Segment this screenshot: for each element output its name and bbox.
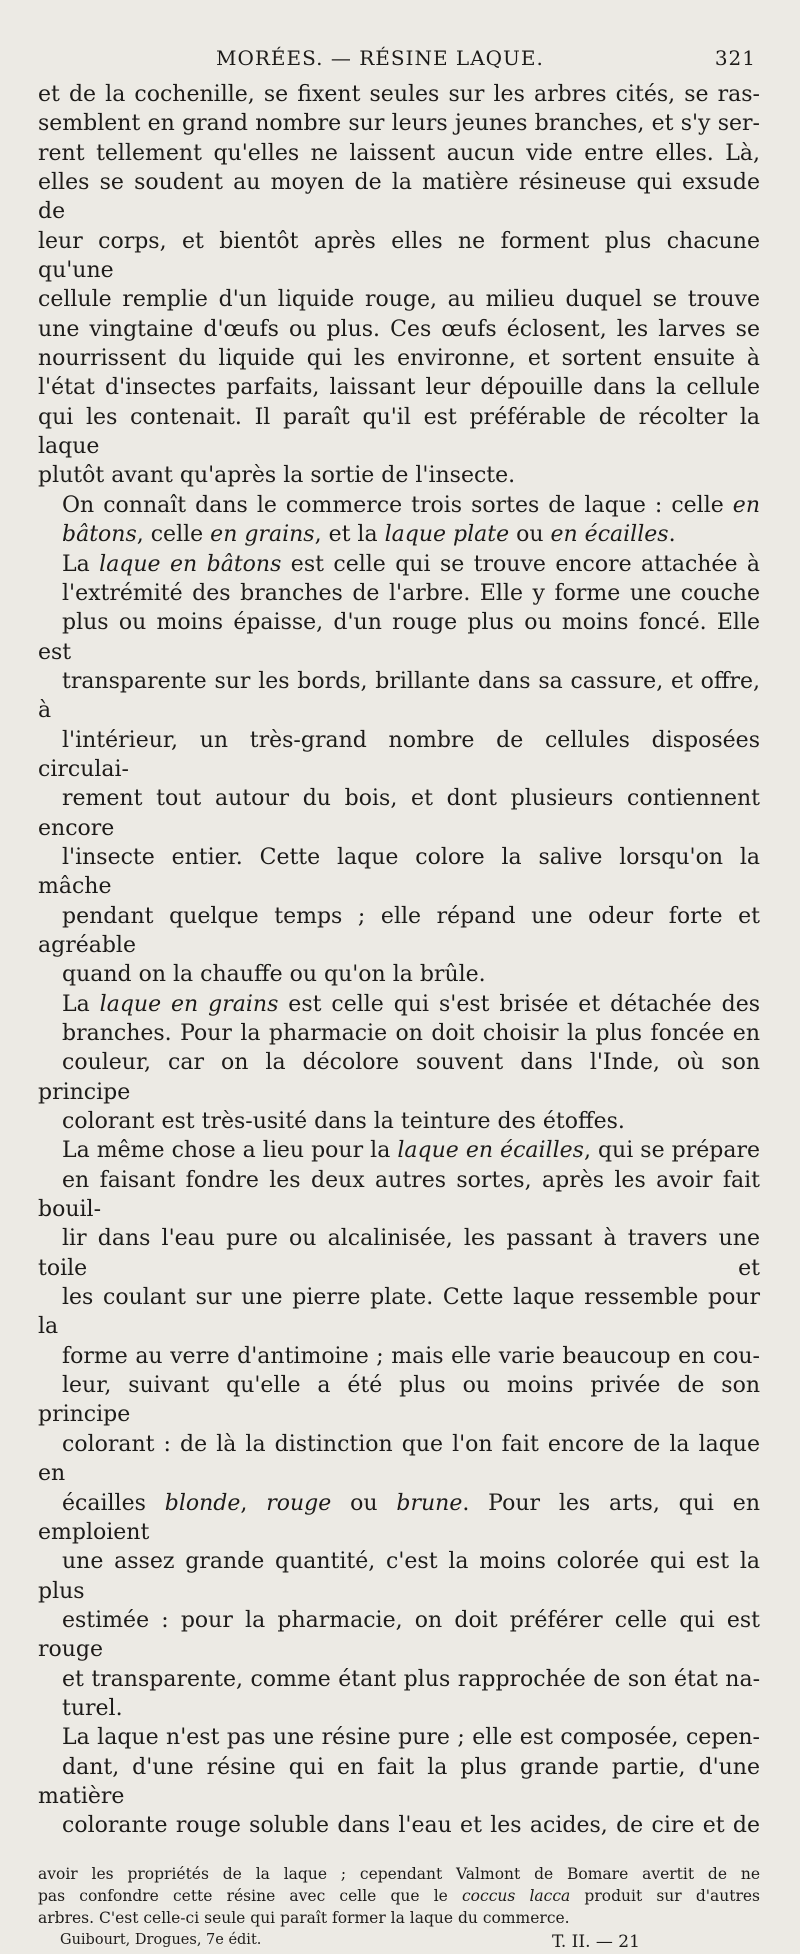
italic-run: en	[732, 492, 760, 518]
text-run: .	[668, 522, 676, 548]
text-run: . Pour les arts, qui en emploient	[38, 1490, 760, 1545]
text-line: lir dans l'eau pure ou alcalinisée, les passant à travers une toile et	[38, 1226, 760, 1281]
text-line: l'état d'insectes parfaits, laissant leur dépouille dans la cellule	[38, 375, 760, 401]
text-line: elles se soudent au moyen de la matière résineuse qui exsude de	[38, 170, 760, 225]
text-run: ,	[240, 1490, 267, 1516]
text-run: ou	[331, 1490, 397, 1516]
text-line: cellule remplie d'un liquide rouge, au milieu duquel se trouve	[38, 287, 760, 313]
footnote-line: arbres. C'est celle-ci seule qui paraît former la laque du commerce.	[38, 1908, 570, 1927]
text-line	[38, 990, 760, 1019]
text-run: , celle	[136, 522, 211, 548]
italic-run: rouge	[266, 1490, 332, 1516]
text-run: écailles	[62, 1490, 165, 1516]
text-line: une vingtaine d'œufs ou plus. Ces œufs éclosent, les larves se	[38, 316, 760, 342]
footnote	[38, 1863, 760, 1929]
italic-run: laque plate	[384, 522, 510, 548]
footnote-line	[38, 1885, 760, 1907]
page-number: 321	[714, 46, 756, 70]
text-line: et transparente, comme étant plus rapprochée de son état na-	[62, 1666, 760, 1692]
text-line: l'extrémité des branches de l'arbre. Elle y forme une couche	[62, 580, 760, 606]
paragraph-4	[38, 990, 760, 1137]
page-body	[38, 80, 760, 1841]
italic-run: laque en écailles	[397, 1138, 584, 1164]
text-line: nourrissent du liquide qui les environne, et sortent ensuite à	[38, 346, 760, 372]
text-line: plus ou moins épaisse, d'un rouge plus ou moins foncé. Elle est	[38, 610, 760, 665]
text-line: en faisant fondre les deux autres sortes, après les avoir fait bouil-	[38, 1167, 760, 1223]
text-line: couleur, car on la décolore souvent dans l'Inde, où son principe	[38, 1050, 760, 1105]
text-run: , qui se prépare	[583, 1138, 760, 1164]
text-line: l'intérieur, un très-grand nombre de cellules disposées circulai-	[38, 727, 760, 782]
text-line: leur corps, et bientôt après elles ne forment plus chacune qu'une	[38, 228, 760, 284]
text-line: colorant : de là la distinction que l'on fait encore de la laque en	[38, 1431, 760, 1487]
italic-run: laque en bâtons	[99, 551, 282, 577]
text-run: pas confondre cette résine avec celle que le	[38, 1886, 462, 1905]
text-run: La	[62, 991, 100, 1017]
text-line: transparente sur les bords, brillante dans sa cassure, et offre, à	[38, 668, 760, 724]
text-line: colorant est très-usité dans la teinture des étoffes.	[62, 1109, 625, 1135]
italic-run: coccus lacca	[462, 1886, 571, 1905]
italic-run: brune	[396, 1490, 463, 1516]
text-line: l'insecte entier. Cette laque colore la salive lorsqu'on la mâche	[38, 844, 760, 900]
printer-signature	[38, 1932, 760, 1954]
italic-run: laque en grains	[99, 991, 279, 1017]
signature-source: Guibourt, Drogues, 7e édit.	[60, 1931, 262, 1948]
text-line: La laque n'est pas une résine pure ; elle est composée, cepen-	[62, 1725, 760, 1751]
page-header	[38, 46, 760, 80]
running-title: MORÉES. — RÉSINE LAQUE.	[216, 46, 544, 70]
italic-run: blonde	[164, 1490, 241, 1516]
text-line	[38, 520, 760, 549]
text-line	[38, 1136, 760, 1165]
text-run: On connaît dans le commerce trois sortes de laque : celle	[62, 492, 733, 518]
text-line: dant, d'une résine qui en fait la plus grande partie, d'une matière	[38, 1754, 760, 1809]
text-line: rement tout autour du bois, et dont plusieurs contiennent encore	[38, 786, 760, 841]
paragraph-1	[38, 80, 760, 491]
text-line: quand on la chauffe ou qu'on la brûle.	[62, 962, 486, 988]
text-line	[38, 491, 760, 520]
text-line: pendant quelque temps ; elle répand une odeur forte et agréable	[38, 903, 760, 958]
text-line: forme au verre d'antimoine ; mais elle varie beaucoup en cou-	[62, 1343, 760, 1369]
signature-volume: T. II. — 21	[552, 1931, 640, 1952]
text-line: rent tellement qu'elles ne laissent aucun vide entre elles. Là,	[38, 140, 760, 166]
text-line: colorante rouge soluble dans l'eau et les acides, de cire et de	[62, 1813, 760, 1839]
text-line: les coulant sur une pierre plate. Cette laque ressemble pour la	[38, 1285, 760, 1340]
italic-run: en grains	[210, 522, 315, 548]
text-line: plutôt avant qu'après la sortie de l'insecte.	[38, 463, 516, 489]
text-run: , et la	[314, 522, 385, 548]
paragraph-2	[38, 491, 760, 550]
text-run: est celle qui s'est brisée et détachée des	[278, 991, 761, 1017]
paragraph-3	[38, 550, 760, 990]
text-line	[38, 550, 760, 579]
text-run: produit sur d'autres	[570, 1886, 760, 1905]
text-run: ou	[509, 522, 551, 548]
text-line: et de la cochenille, se fixent seules sur les arbres cités, se ras-	[38, 82, 760, 107]
text-line: leur, suivant qu'elle a été plus ou moins privée de son principe	[38, 1373, 760, 1428]
text-line: branches. Pour la pharmacie on doit choisir la plus foncée en	[62, 1021, 760, 1046]
text-line: semblent en grand nombre sur leurs jeunes branches, et s'y ser-	[38, 111, 760, 137]
text-run: La même chose a lieu pour la	[62, 1138, 398, 1164]
text-line: une assez grande quantité, c'est la moins colorée qui est la plus	[38, 1549, 760, 1604]
footnote-line: avoir les propriétés de la laque ; cependant Valmont de Bomare avertit de ne	[38, 1864, 760, 1883]
paragraph-5	[38, 1136, 760, 1723]
italic-run: bâtons	[62, 522, 137, 548]
text-line	[38, 1489, 760, 1548]
text-run: est celle qui se trouve encore attachée à	[281, 551, 761, 577]
text-line: turel.	[62, 1695, 123, 1721]
italic-run: en écailles	[550, 522, 669, 548]
text-line: estimée : pour la pharmacie, on doit préférer celle qui est rouge	[38, 1607, 760, 1663]
text-line: qui les contenait. Il paraît qu'il est préférable de récolter la laque	[38, 404, 760, 460]
paragraph-6	[38, 1723, 760, 1840]
text-run: La	[62, 551, 100, 577]
